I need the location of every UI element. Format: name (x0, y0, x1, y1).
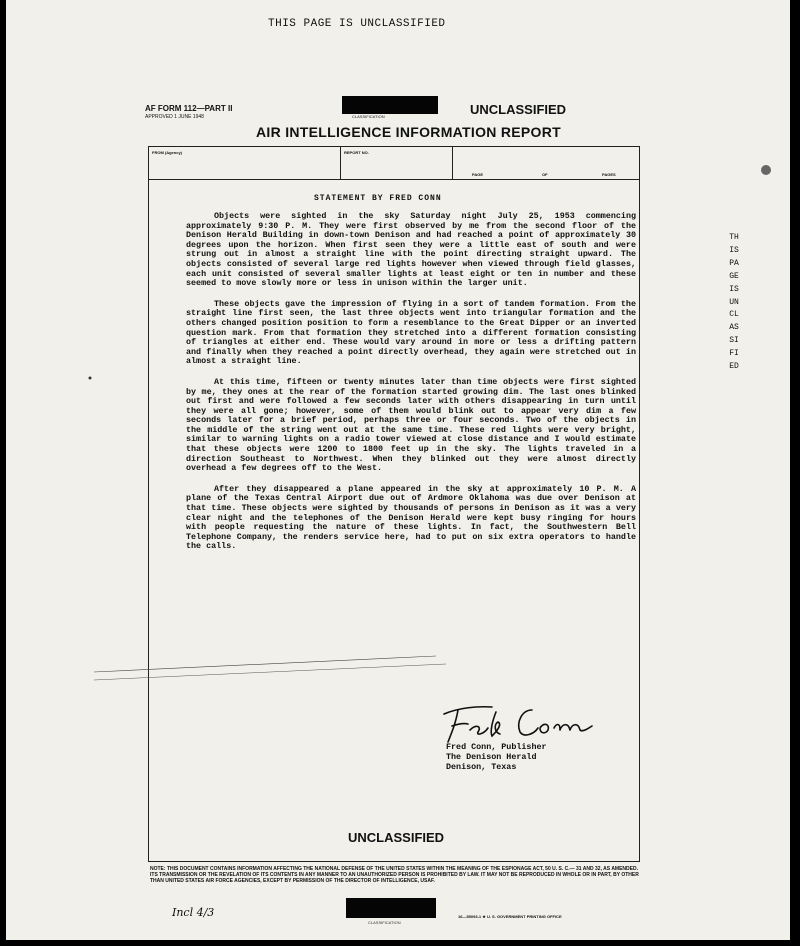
document-page (6, 0, 790, 940)
top-classification-banner: THIS PAGE IS UNCLASSIFIED (268, 18, 446, 30)
signer-line: Fred Conn, Publisher (446, 742, 547, 752)
bottom-classification-caption: CLASSIFICATION (368, 920, 401, 925)
header-classification: UNCLASSIFIED (470, 102, 567, 117)
page-label: PAGE (472, 172, 484, 177)
bottom-classification: UNCLASSIFIED (348, 830, 445, 845)
handwritten-inclosure-note: Incl 4/3 (172, 906, 215, 919)
signer-line: Denison, Texas (446, 762, 517, 772)
statement-paragraph: Objects were sighted in the sky Saturday night July 25, 1953 commencing approximately 9:30 P. M. They were first observed by me from the second floor of the Denison Herald Building in down-town Denison and had reached a point of approximately 30 degrees upon the horizon. When first seen they were a little east of south and were strung out in almost a straight line with the point directing straight upward. The objects consisted of several large red lights however when viewed through field glasses, each unit consisted of several smaller lights at least eight or ten in number and these seemed to move slowly more or less in unison within the larger unit. (186, 211, 636, 289)
form-approval-date: APPROVED 1 JUNE 1948 (145, 114, 204, 120)
classification-caption: CLASSIFICATION (352, 114, 385, 119)
from-label: FROM (Agency) (152, 150, 182, 155)
pages-label: PAGES (602, 172, 616, 177)
statement-title: STATEMENT BY FRED CONN (314, 194, 442, 203)
statement-paragraph: At this time, fifteen or twenty minutes later than time objects were first sighted by me, they ones at the rear of the formation started growing dim. The last ones blinked out first and were followed a few seconds later with others disappearing in turn until they were all gone; however, some of them would blink out to appear very dim a few seconds later for a brief period, perhaps three or four seconds. Two of the objects in the middle of the string went out at the same time. These red lights were very bright, similar to warning lights on a radio tower viewed at close distance and I would estimate that these objects were 1200 to 1800 feet up in the sky. The lights traveled in a direction Southeast to Northwest. When they blinked out they were almost directly overhead a few degrees off to the West. (186, 376, 636, 474)
statement-paragraph: After they disappeared a plane appeared in the sky at approximately 10 P. M. A plane of the Texas Central Airport due out of Ardmore Oklahoma was due over Denison at that time. These objects were sighted by thousands of persons in Denison as it was a very clear night and the telephones of the Denison Herald were kept busy ringing for hours with people requesting the nature of these lights. In fact, the Southwestern Bell Telephone Company, the renders service here, had to put on six extra operators to handle the calls. (186, 483, 636, 552)
statement-paragraph: These objects gave the impression of flying in a sort of tandem formation. From the straight line first seen, the last three objects went into triangular formation and the others changed position position to form a resemblance to the Great Dipper or an inverted question mark. From that formation they stretched into a different formation consisting of triangles at either end. These would vary around in more or less a drifting pattern and finally when they reached a point directly overhead, they again were stretched out in almost a straight line. (186, 298, 636, 367)
gpo-imprint: 16—55093-1 ★ U. S. GOVERNMENT PRINTING OFFICE (458, 914, 562, 919)
signer-line: The Denison Herald (446, 752, 537, 762)
vertical-classification-stamp: THIS PAGE IS UNCLASSIFIED (729, 233, 739, 372)
of-label: OF (542, 172, 548, 177)
espionage-act-note: NOTE: THIS DOCUMENT CONTAINS INFORMATION AFFECTING THE NATIONAL DEFENSE OF THE UNITED STATES WITHIN THE MEANING OF THE ESPIONAGE ACT, 50 U. S. C.— 31 AND 32, AS AMENDED. ITS TRANSMISSION OR THE REVELATION OF ITS CONTENTS IN ANY MANNER TO AN UNAUTHORIZED PERSON IS PROHIBITED BY LAW. IT MAY NOT BE REPRODUCED IN WHOLE OR IN PART, BY OTHER THAN UNITED STATES AIR FORCE AGENCIES, EXCEPT BY PERMISSION OF THE DIRECTOR OF INTELLIGENCE, USAF. (150, 866, 639, 884)
form-number: AF FORM 112—PART II (145, 104, 233, 113)
report-no-label: REPORT NO. (344, 150, 369, 155)
scan-artifacts (6, 0, 790, 940)
report-title: AIR INTELLIGENCE INFORMATION REPORT (256, 124, 562, 140)
